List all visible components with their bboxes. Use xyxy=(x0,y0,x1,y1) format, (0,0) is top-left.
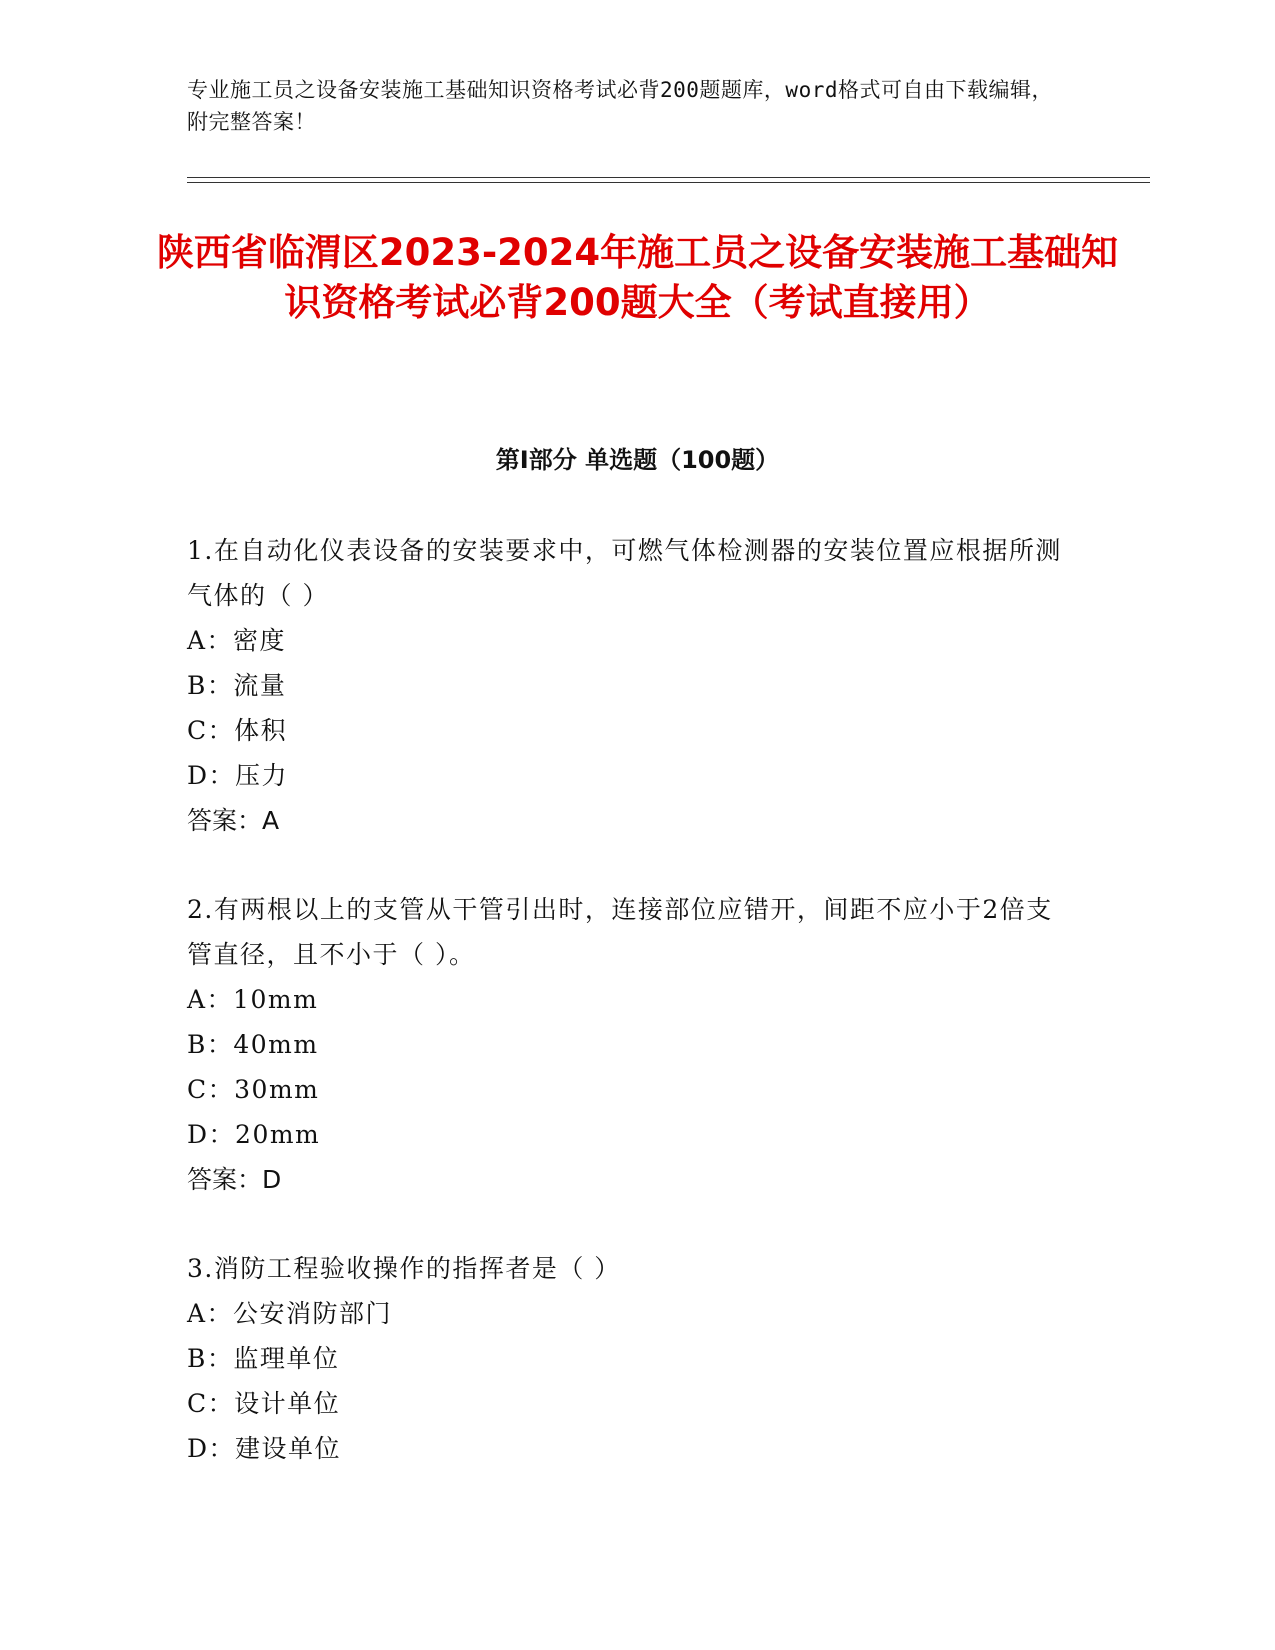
question-stem: 1.在自动化仪表设备的安装要求中，可燃气体检测器的安装位置应根据所测气体的（ ） xyxy=(187,536,1062,610)
option-b: B：监理单位 xyxy=(187,1344,340,1373)
option-a: A：10mm xyxy=(187,985,319,1014)
option-c: C：30mm xyxy=(187,1075,320,1104)
answer-line: 答案：D xyxy=(187,1165,282,1194)
option-a: A：密度 xyxy=(187,626,287,655)
answer-line: 答案：A xyxy=(187,806,280,835)
question-3 xyxy=(187,1246,1067,1471)
header-rule-top xyxy=(187,177,1150,178)
option-d: D：20mm xyxy=(187,1120,321,1149)
question-list xyxy=(187,528,1067,1515)
section-heading: 第Ⅰ部分 单选题（100题） xyxy=(495,446,780,474)
option-d: D：压力 xyxy=(187,761,289,790)
header-rule-bottom xyxy=(187,182,1150,183)
option-d: D：建设单位 xyxy=(187,1434,342,1463)
option-b: B：40mm xyxy=(187,1030,319,1059)
option-a: A：公安消防部门 xyxy=(187,1299,393,1328)
question-1 xyxy=(187,528,1067,843)
question-2 xyxy=(187,887,1067,1202)
question-stem: 2.有两根以上的支管从干管引出时，连接部位应错开，间距不应小于2倍支管直径，且不小于（ ）。 xyxy=(187,895,1053,969)
document-intro: 专业施工员之设备安装施工基础知识资格考试必背200题题库，word格式可自由下载编辑，附完整答案！ xyxy=(187,78,1053,134)
question-stem: 3.消防工程验收操作的指挥者是（ ） xyxy=(187,1254,621,1283)
option-c: C：体积 xyxy=(187,716,288,745)
option-c: C：设计单位 xyxy=(187,1389,341,1418)
option-b: B：流量 xyxy=(187,671,287,700)
document-title: 陕西省临渭区2023-2024年施工员之设备安装施工基础知识资格考试必背200题大全（考试直接用） xyxy=(156,231,1119,324)
